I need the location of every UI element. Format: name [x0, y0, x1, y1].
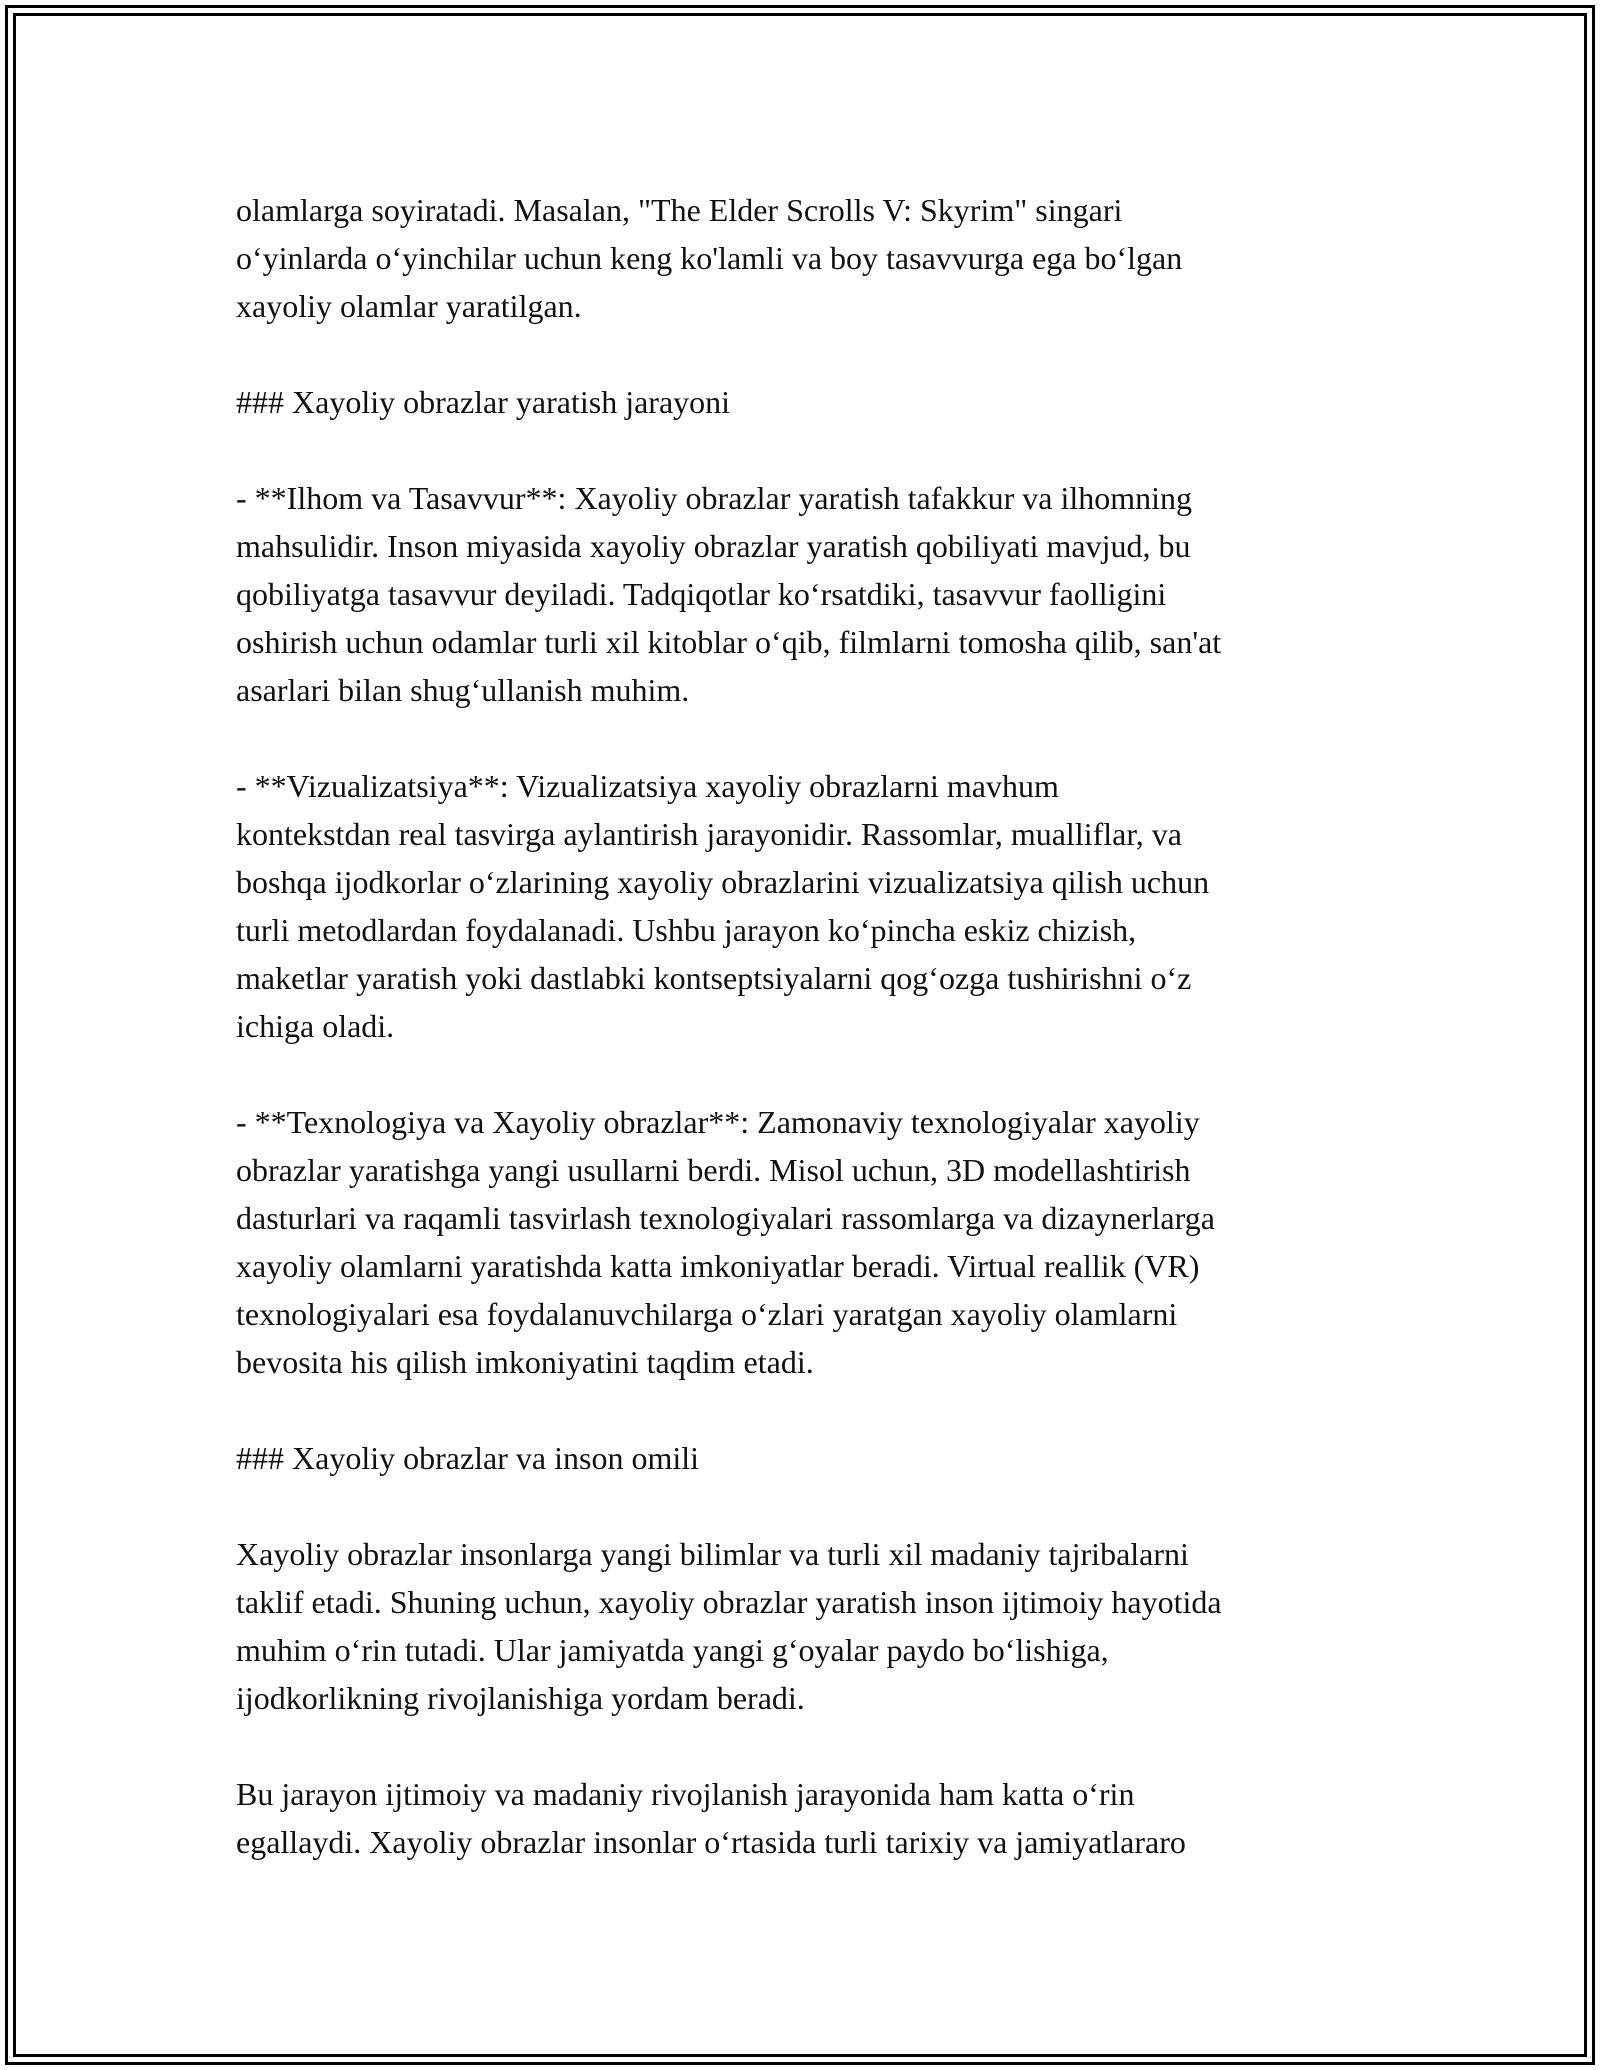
- list-item-inspiration-imagination: - **Ilhom va Tasavvur**: Xayoliy obrazlar yaratish tafakkur va ilhomning mahsulidir. Inson miyasida xayoliy obrazlar yaratish qobiliyati mavjud, bu qobiliyatga tasavvur deyiladi. Tadqiqotlar ko‘rsatdiki, tasavvur faolligini oshirish uchun odamlar turli xil kitoblar o‘qib, filmlarni tomosha qilib, san'at asarlari bilan shug‘ullanish muhim.: [236, 480, 1222, 708]
- list-item-technology: - **Texnologiya va Xayoliy obrazlar**: Zamonaviy texnologiyalar xayoliy obrazlar yaratishga yangi usullarni berdi. Misol uchun, 3D modellashtirish dasturlari va raqamli tasvirlash texnologiyalari rassomlarga va dizaynerlarga xayoliy olamlarni yaratishda katta imkoniyatlar beradi. Virtual reallik (VR) texnologiyalari esa foydalanuvchilarga o‘zlari yaratgan xayoliy olamlarni bevosita his qilish imkoniyatini taqdim etadi.: [236, 1104, 1215, 1380]
- paragraph-intro-continuation: olamlarga soyiratadi. Masalan, "The Elder Scrolls V: Skyrim" singari o‘yinlarda o‘yinchilar uchun keng ko'lamli va boy tasavvurga ega bo‘lgan xayoliy olamlar yaratilgan.: [236, 192, 1183, 324]
- document-body: [236, 186, 1386, 1914]
- paragraph-social-development: Bu jarayon ijtimoiy va madaniy rivojlanish jarayonida ham katta o‘rin egallaydi. Xayoliy obrazlar insonlar o‘rtasida turli tarixiy va jamiyatlararo: [236, 1776, 1186, 1860]
- section-heading-human-factor: ### Xayoliy obrazlar va inson omili: [236, 1440, 700, 1476]
- paragraph-human-factor: Xayoliy obrazlar insonlarga yangi bilimlar va turli xil madaniy tajribalarni taklif etadi. Shuning uchun, xayoliy obrazlar yaratish inson ijtimoiy hayotida muhim o‘rin tutadi. Ular jamiyatda yangi g‘oyalar paydo bo‘lishiga, ijodkorlikning rivojlanishiga yordam beradi.: [236, 1536, 1222, 1716]
- section-heading-creation-process: ### Xayoliy obrazlar yaratish jarayoni: [236, 384, 731, 420]
- list-item-visualization: - **Vizualizatsiya**: Vizualizatsiya xayoliy obrazlarni mavhum kontekstdan real tasvirga aylantirish jarayonidir. Rassomlar, mualliflar, va boshqa ijodkorlar o‘zlarining xayoliy obrazlarini vizualizatsiya qilish uchun turli metodlardan foydalanadi. Ushbu jarayon ko‘pincha eskiz chizish, maketlar yaratish yoki dastlabki kontseptsiyalarni qog‘ozga tushirishni o‘z ichiga oladi.: [236, 768, 1210, 1044]
